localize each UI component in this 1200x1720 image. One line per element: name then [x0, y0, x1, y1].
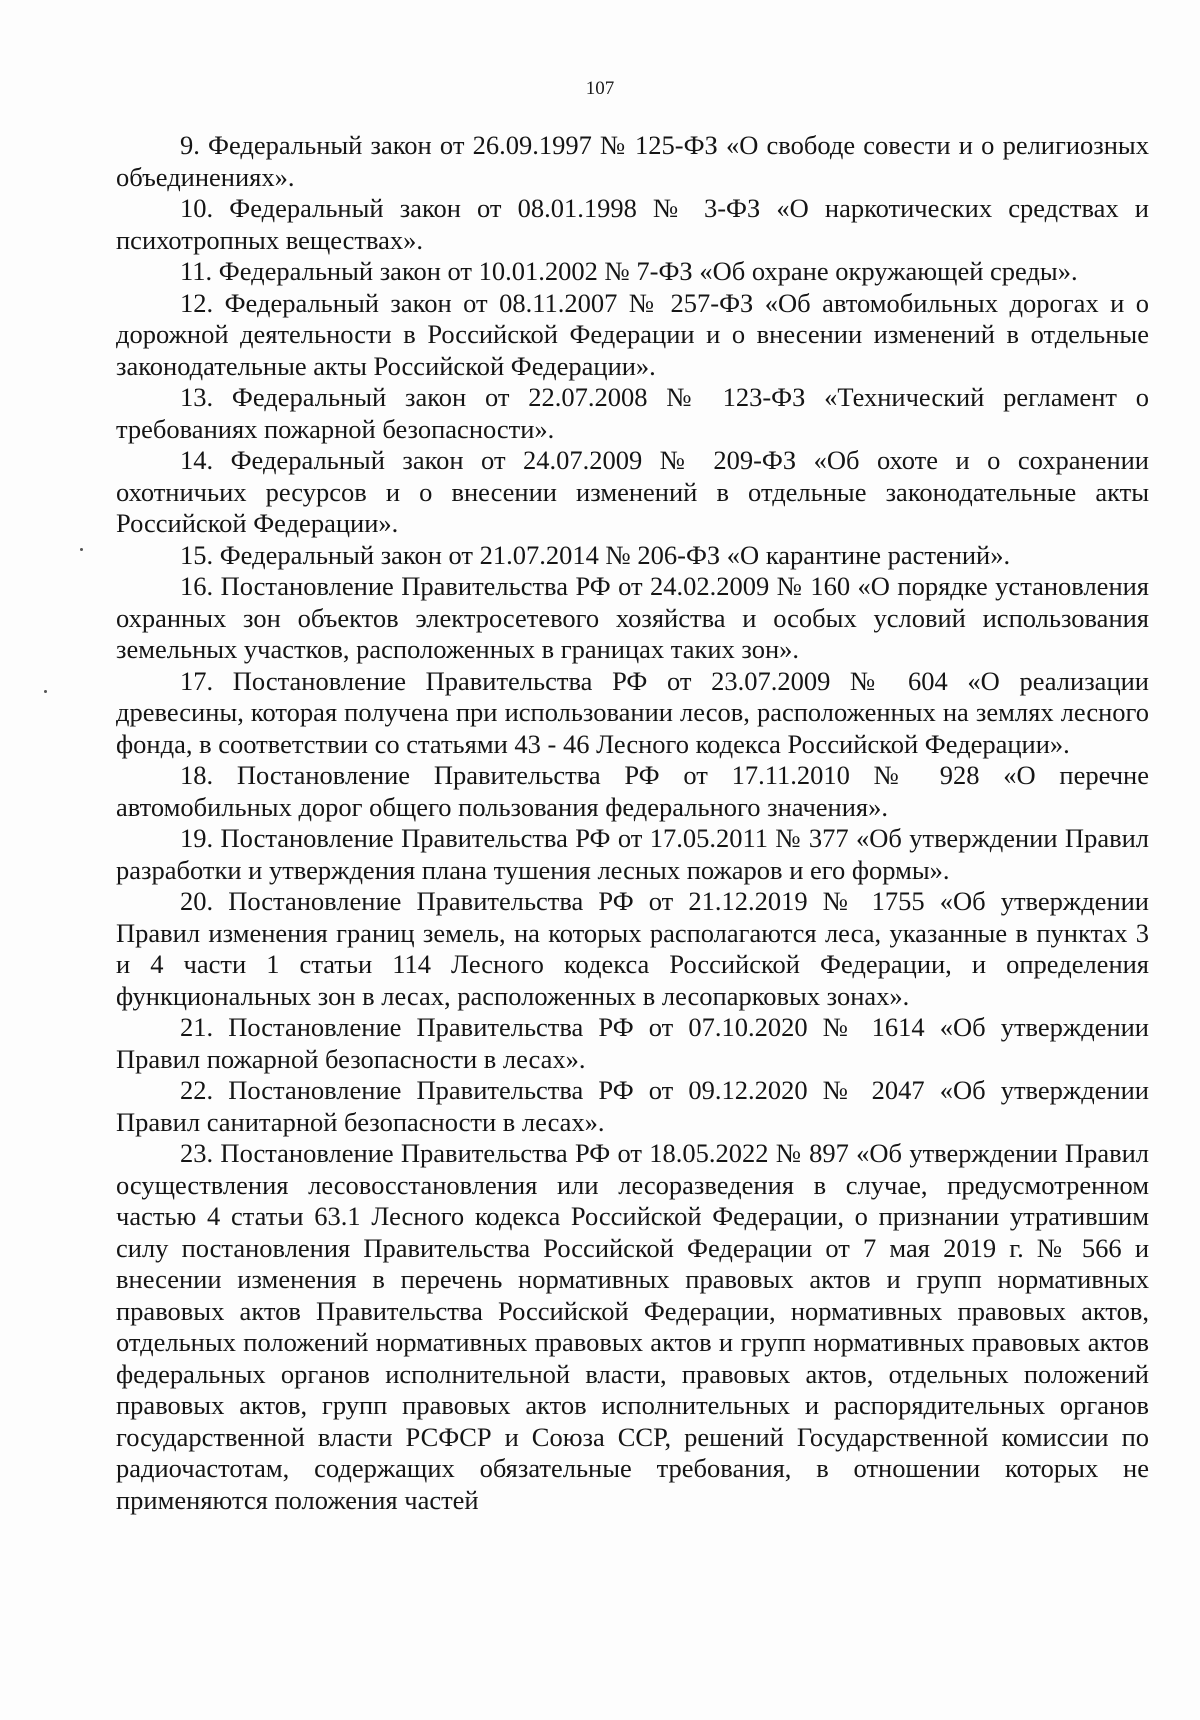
- list-item: 21. Постановление Правительства РФ от 07.10.2020 № 1614 «Об утверждении Правил пожарной безопасности в лесах».: [116, 1012, 1149, 1074]
- page-number: 107: [585, 78, 615, 99]
- list-item: 12. Федеральный закон от 08.11.2007 № 257-ФЗ «Об автомобильных дорогах и о дорожной деятельности в Российской Федерации и о внесении изменений в отдельные законодательные акты Российской Федерации».: [116, 287, 1149, 381]
- list-item: 23. Постановление Правительства РФ от 18.05.2022 № 897 «Об утверждении Правил осуществления лесовосстановления или лесоразведения в случае, предусмотренном частью 4 статьи 63.1 Лесного кодекса Российской Федерации, о признании утратившим силу постановления Правительства Российской Федерации от 7 мая 2019 г. № 566 и внесении изменения в перечень нормативных правовых актов и групп нормативных правовых актов Правительства Российской Федерации, нормативных правовых актов, отдельных положений нормативных правовых актов и групп нормативных правовых актов федеральных органов исполнительной власти, правовых актов, отдельных положений правовых актов, групп правовых актов исполнительных и распорядительных органов государственной власти РСФСР и Союза ССР, решений Государственной комиссии по радиочастотам, содержащих обязательные требования, в отношении которых не применяются положения частей: [116, 1138, 1149, 1515]
- legal-acts-list: [116, 130, 1149, 1516]
- list-item: 13. Федеральный закон от 22.07.2008 № 123-ФЗ «Технический регламент о требованиях пожарной безопасности».: [116, 382, 1149, 444]
- list-item: 9. Федеральный закон от 26.09.1997 № 125-ФЗ «О свободе совести и о религиозных объединениях».: [116, 130, 1149, 192]
- list-item: 22. Постановление Правительства РФ от 09.12.2020 № 2047 «Об утверждении Правил санитарной безопасности в лесах».: [116, 1075, 1149, 1137]
- list-item: 14. Федеральный закон от 24.07.2009 № 209-ФЗ «Об охоте и о сохранении охотничьих ресурсов и о внесении изменений в отдельные законодательные акты Российской Федерации».: [116, 445, 1149, 538]
- list-item: 17. Постановление Правительства РФ от 23.07.2009 № 604 «О реализации древесины, которая получена при использовании лесов, расположенных на землях лесного фонда, в соответствии со статьями 43 - 46 Лесного кодекса Российской Федерации».: [116, 665, 1149, 759]
- list-item: 16. Постановление Правительства РФ от 24.02.2009 № 160 «О порядке установления охранных зон объектов электросетевого хозяйства и особых условий использования земельных участков, расположенных в границах таких зон».: [116, 571, 1149, 664]
- scan-speck: [80, 548, 83, 551]
- list-item: 11. Федеральный закон от 10.01.2002 № 7-ФЗ «Об охране окружающей среды».: [180, 256, 1078, 286]
- list-item: 19. Постановление Правительства РФ от 17.05.2011 № 377 «Об утверждении Правил разработки и утверждения плана тушения лесных пожаров и его формы».: [116, 823, 1149, 885]
- scan-speck: [44, 690, 47, 693]
- list-item: 10. Федеральный закон от 08.01.1998 № 3-ФЗ «О наркотических средствах и психотропных веществах».: [116, 193, 1149, 255]
- list-item: 15. Федеральный закон от 21.07.2014 № 206-ФЗ «О карантине растений».: [180, 539, 1011, 570]
- list-item: 20. Постановление Правительства РФ от 21.12.2019 № 1755 «Об утверждении Правил изменения границ земель, на которых располагаются леса, указанные в пунктах 3 и 4 части 1 статьи 114 Лесного кодекса Российской Федерации, и определения функциональных зон в лесах, расположенных в лесопарковых зонах».: [116, 886, 1149, 1011]
- list-item: 18. Постановление Правительства РФ от 17.11.2010 № 928 «О перечне автомобильных дорог общего пользования федерального значения».: [116, 760, 1149, 822]
